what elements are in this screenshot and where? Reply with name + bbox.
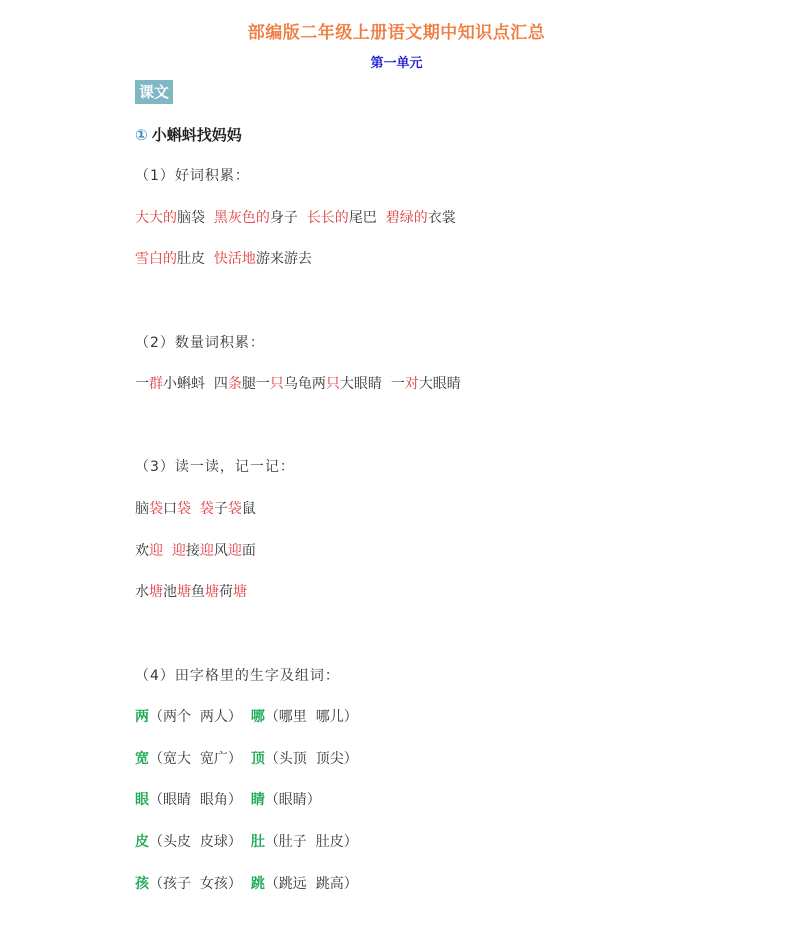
good-words-header: （1）好词积累： [135, 168, 250, 184]
text-segment: 鼠 [241, 501, 256, 517]
text-segment: 尾巴 [348, 210, 386, 226]
highlighted-word: 只 [325, 376, 340, 392]
highlighted-word: 迎 [171, 543, 186, 559]
text-segment: 面 [241, 543, 256, 559]
key-character: 顶 [250, 751, 265, 767]
text-segment: 脑袋 [177, 210, 214, 226]
text-segment: （孩子 女孩） [149, 876, 251, 892]
read-remember-row [135, 541, 256, 561]
key-character: 睛 [250, 792, 265, 808]
text-segment: （跳远 跳高） [264, 876, 358, 892]
text-segment: 衣裳 [427, 210, 456, 226]
highlighted-word: 袋 [227, 501, 242, 517]
highlighted-word: 袋 [177, 501, 191, 517]
highlighted-word: 长长的 [306, 210, 349, 226]
lesson-number: ① [135, 126, 148, 144]
highlighted-word: 黑灰色的 [213, 210, 270, 226]
new-character-row [135, 790, 321, 810]
highlighted-word: 快活地 [213, 251, 256, 267]
key-character: 皮 [135, 834, 149, 850]
highlighted-word: 迎 [227, 543, 242, 559]
text-segment: 一 [390, 376, 405, 392]
text-segment: 大眼睛 [339, 376, 391, 392]
text-segment: 四 [213, 376, 228, 392]
highlighted-word: 雪白的 [135, 251, 177, 267]
text-segment: 腿 [241, 376, 256, 392]
text-segment: 风 [213, 543, 228, 559]
text-segment: 乌龟 [283, 376, 312, 392]
text-segment [191, 501, 200, 517]
highlighted-word: 条 [227, 376, 242, 392]
text-segment: （宽大 宽广） [149, 751, 251, 767]
key-character: 哪 [250, 709, 265, 725]
new-character-row [135, 832, 358, 852]
good-words-row [135, 208, 456, 228]
text-segment: 荷 [219, 584, 233, 600]
highlighted-word: 群 [149, 376, 163, 392]
text-segment: 游来游去 [255, 251, 312, 267]
highlighted-word: 塘 [149, 584, 163, 600]
text-segment: 一 [135, 376, 149, 392]
highlighted-word: 大大的 [135, 210, 177, 226]
key-character: 眼 [135, 792, 149, 808]
new-character-row [135, 874, 358, 894]
highlighted-word: 塘 [177, 584, 191, 600]
highlighted-word: 袋 [199, 501, 214, 517]
text-segment: （两个 两人） [149, 709, 251, 725]
measure-words-row [135, 374, 461, 394]
text-segment: （眼睛 眼角） [149, 792, 251, 808]
good-words-row [135, 249, 312, 269]
text-segment: 小蝌蚪 [163, 376, 214, 392]
text-segment: 两 [311, 376, 326, 392]
highlighted-word: 袋 [149, 501, 163, 517]
highlighted-word: 迎 [199, 543, 214, 559]
key-character: 两 [135, 709, 149, 725]
highlighted-word: 塘 [233, 584, 247, 600]
section-badge: 课文 [135, 80, 173, 104]
key-character: 孩 [135, 876, 149, 892]
measure-words-header: （2）数量词积累： [135, 335, 265, 351]
highlighted-word: 塘 [205, 584, 219, 600]
highlighted-word: 碧绿的 [385, 210, 428, 226]
text-segment: 肚皮 [177, 251, 214, 267]
read-remember-row [135, 499, 256, 519]
text-segment: （眼睛） [264, 792, 321, 808]
key-character: 宽 [135, 751, 149, 767]
highlighted-word: 只 [269, 376, 284, 392]
lesson-name: 小蝌蚪找妈妈 [151, 126, 242, 144]
document-title: 部编版二年级上册语文期中知识点汇总 [247, 23, 546, 43]
text-segment: 大眼睛 [418, 376, 461, 392]
text-segment: 欢 [135, 543, 149, 559]
highlighted-word: 对 [404, 376, 419, 392]
text-segment: 身子 [269, 210, 307, 226]
unit-heading: 第一单元 [370, 56, 423, 71]
highlighted-word: 迎 [149, 543, 163, 559]
text-segment: 水 [135, 584, 149, 600]
lesson-title [135, 124, 242, 145]
text-segment: 一 [255, 376, 270, 392]
text-segment: （哪里 哪儿） [264, 709, 358, 725]
text-segment: （头皮 皮球） [149, 834, 251, 850]
text-segment [163, 543, 172, 559]
text-segment: （肚子 肚皮） [264, 834, 358, 850]
text-segment: 池 [163, 584, 177, 600]
new-character-row [135, 749, 358, 769]
text-segment: 鱼 [191, 584, 205, 600]
new-characters-header: （4）田字格里的生字及组词： [135, 668, 340, 684]
text-segment: 口 [163, 501, 177, 517]
text-segment: 脑 [135, 501, 149, 517]
text-segment: 子 [213, 501, 228, 517]
text-segment: 接 [185, 543, 200, 559]
read-remember-header: （3）读一读，记一记： [135, 459, 295, 475]
read-remember-row [135, 582, 247, 602]
text-segment: （头顶 顶尖） [264, 751, 358, 767]
key-character: 肚 [250, 834, 265, 850]
new-character-row [135, 707, 358, 727]
key-character: 跳 [250, 876, 265, 892]
